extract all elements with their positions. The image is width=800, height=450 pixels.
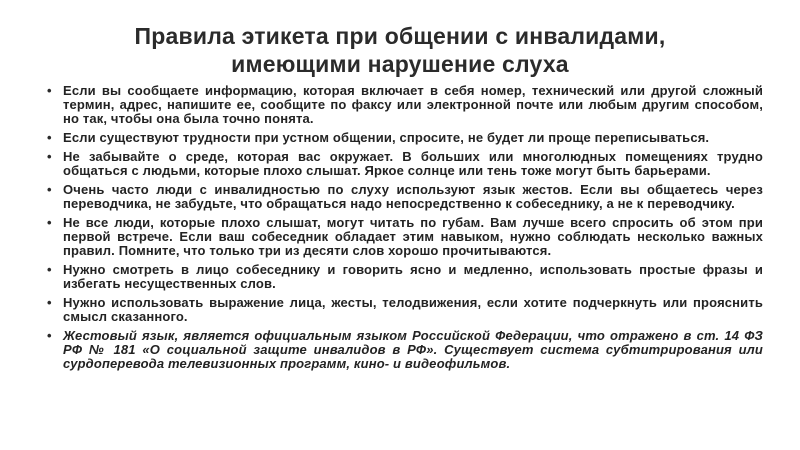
- bullet-item-face-speaker: [47, 263, 763, 291]
- bullet-text: Не все люди, которые плохо слышат, могут читать по губам. Вам лучше всего спросить об этом при первой встрече. Если ваш собеседник обладает этим навыком, нужно соблюдать несколько важных правил. Помните, что только три из десяти слов хорошо прочитываются.: [63, 215, 763, 258]
- slide-title-line-1: Правила этикета при общении с инвалидами,: [134, 23, 666, 49]
- bullet-item-written-info: [47, 84, 763, 126]
- slide-title: [40, 22, 760, 78]
- bullet-text: Нужно смотреть в лицо собеседнику и говорить ясно и медленно, использовать простые фразы и избегать несущественных слов.: [63, 262, 763, 291]
- bullet-list: [47, 84, 763, 376]
- bullet-text: Если существуют трудности при устном общении, спросите, не будет ли проще переписываться.: [63, 130, 710, 145]
- bullet-text: Нужно использовать выражение лица, жесты, телодвижения, если хотите подчеркнуть или прояснить смысл сказанного.: [63, 295, 763, 324]
- bullet-item-official-language: [47, 329, 763, 371]
- bullet-dot-icon: •: [47, 149, 52, 164]
- bullet-dot-icon: •: [47, 130, 52, 145]
- bullet-text: Не забывайте о среде, которая вас окружает. В больших или многолюдных помещениях трудно общаться с людьми, которые плохо слышат. Яркое солнце или тень тоже могут быть барьерами.: [63, 149, 763, 178]
- bullet-text: Если вы сообщаете информацию, которая включает в себя номер, технический или другой сложный термин, адрес, напишите ее, сообщите по факсу или электронной почте или любым другим способом, но так, чтобы она была точно понята.: [63, 83, 763, 126]
- slide-title-line-2: имеющими нарушение слуха: [231, 51, 569, 77]
- bullet-item-gestures: [47, 296, 763, 324]
- bullet-dot-icon: •: [47, 262, 52, 277]
- bullet-item-lip-reading: [47, 216, 763, 258]
- bullet-text: Жестовый язык, является официальным языком Российской Федерации, что отражено в ст. 14 ФЗ РФ № 181 «О социальной защите инвалидов в РФ». Существует система субтитрирования или сурдоперевода телевизионных программ, кино- и видеофильмов.: [63, 328, 763, 371]
- bullet-dot-icon: •: [47, 328, 52, 343]
- bullet-text: Очень часто люди с инвалидностью по слуху используют язык жестов. Если вы общаетесь через переводчика, не забудьте, что обращаться надо непосредственно к собеседнику, а не к переводчику.: [63, 182, 763, 211]
- bullet-dot-icon: •: [47, 182, 52, 197]
- bullet-item-environment: [47, 150, 763, 178]
- bullet-item-sign-language: [47, 183, 763, 211]
- bullet-dot-icon: •: [47, 83, 52, 98]
- bullet-item-correspondence: [47, 131, 763, 145]
- bullet-dot-icon: •: [47, 295, 52, 310]
- bullet-dot-icon: •: [47, 215, 52, 230]
